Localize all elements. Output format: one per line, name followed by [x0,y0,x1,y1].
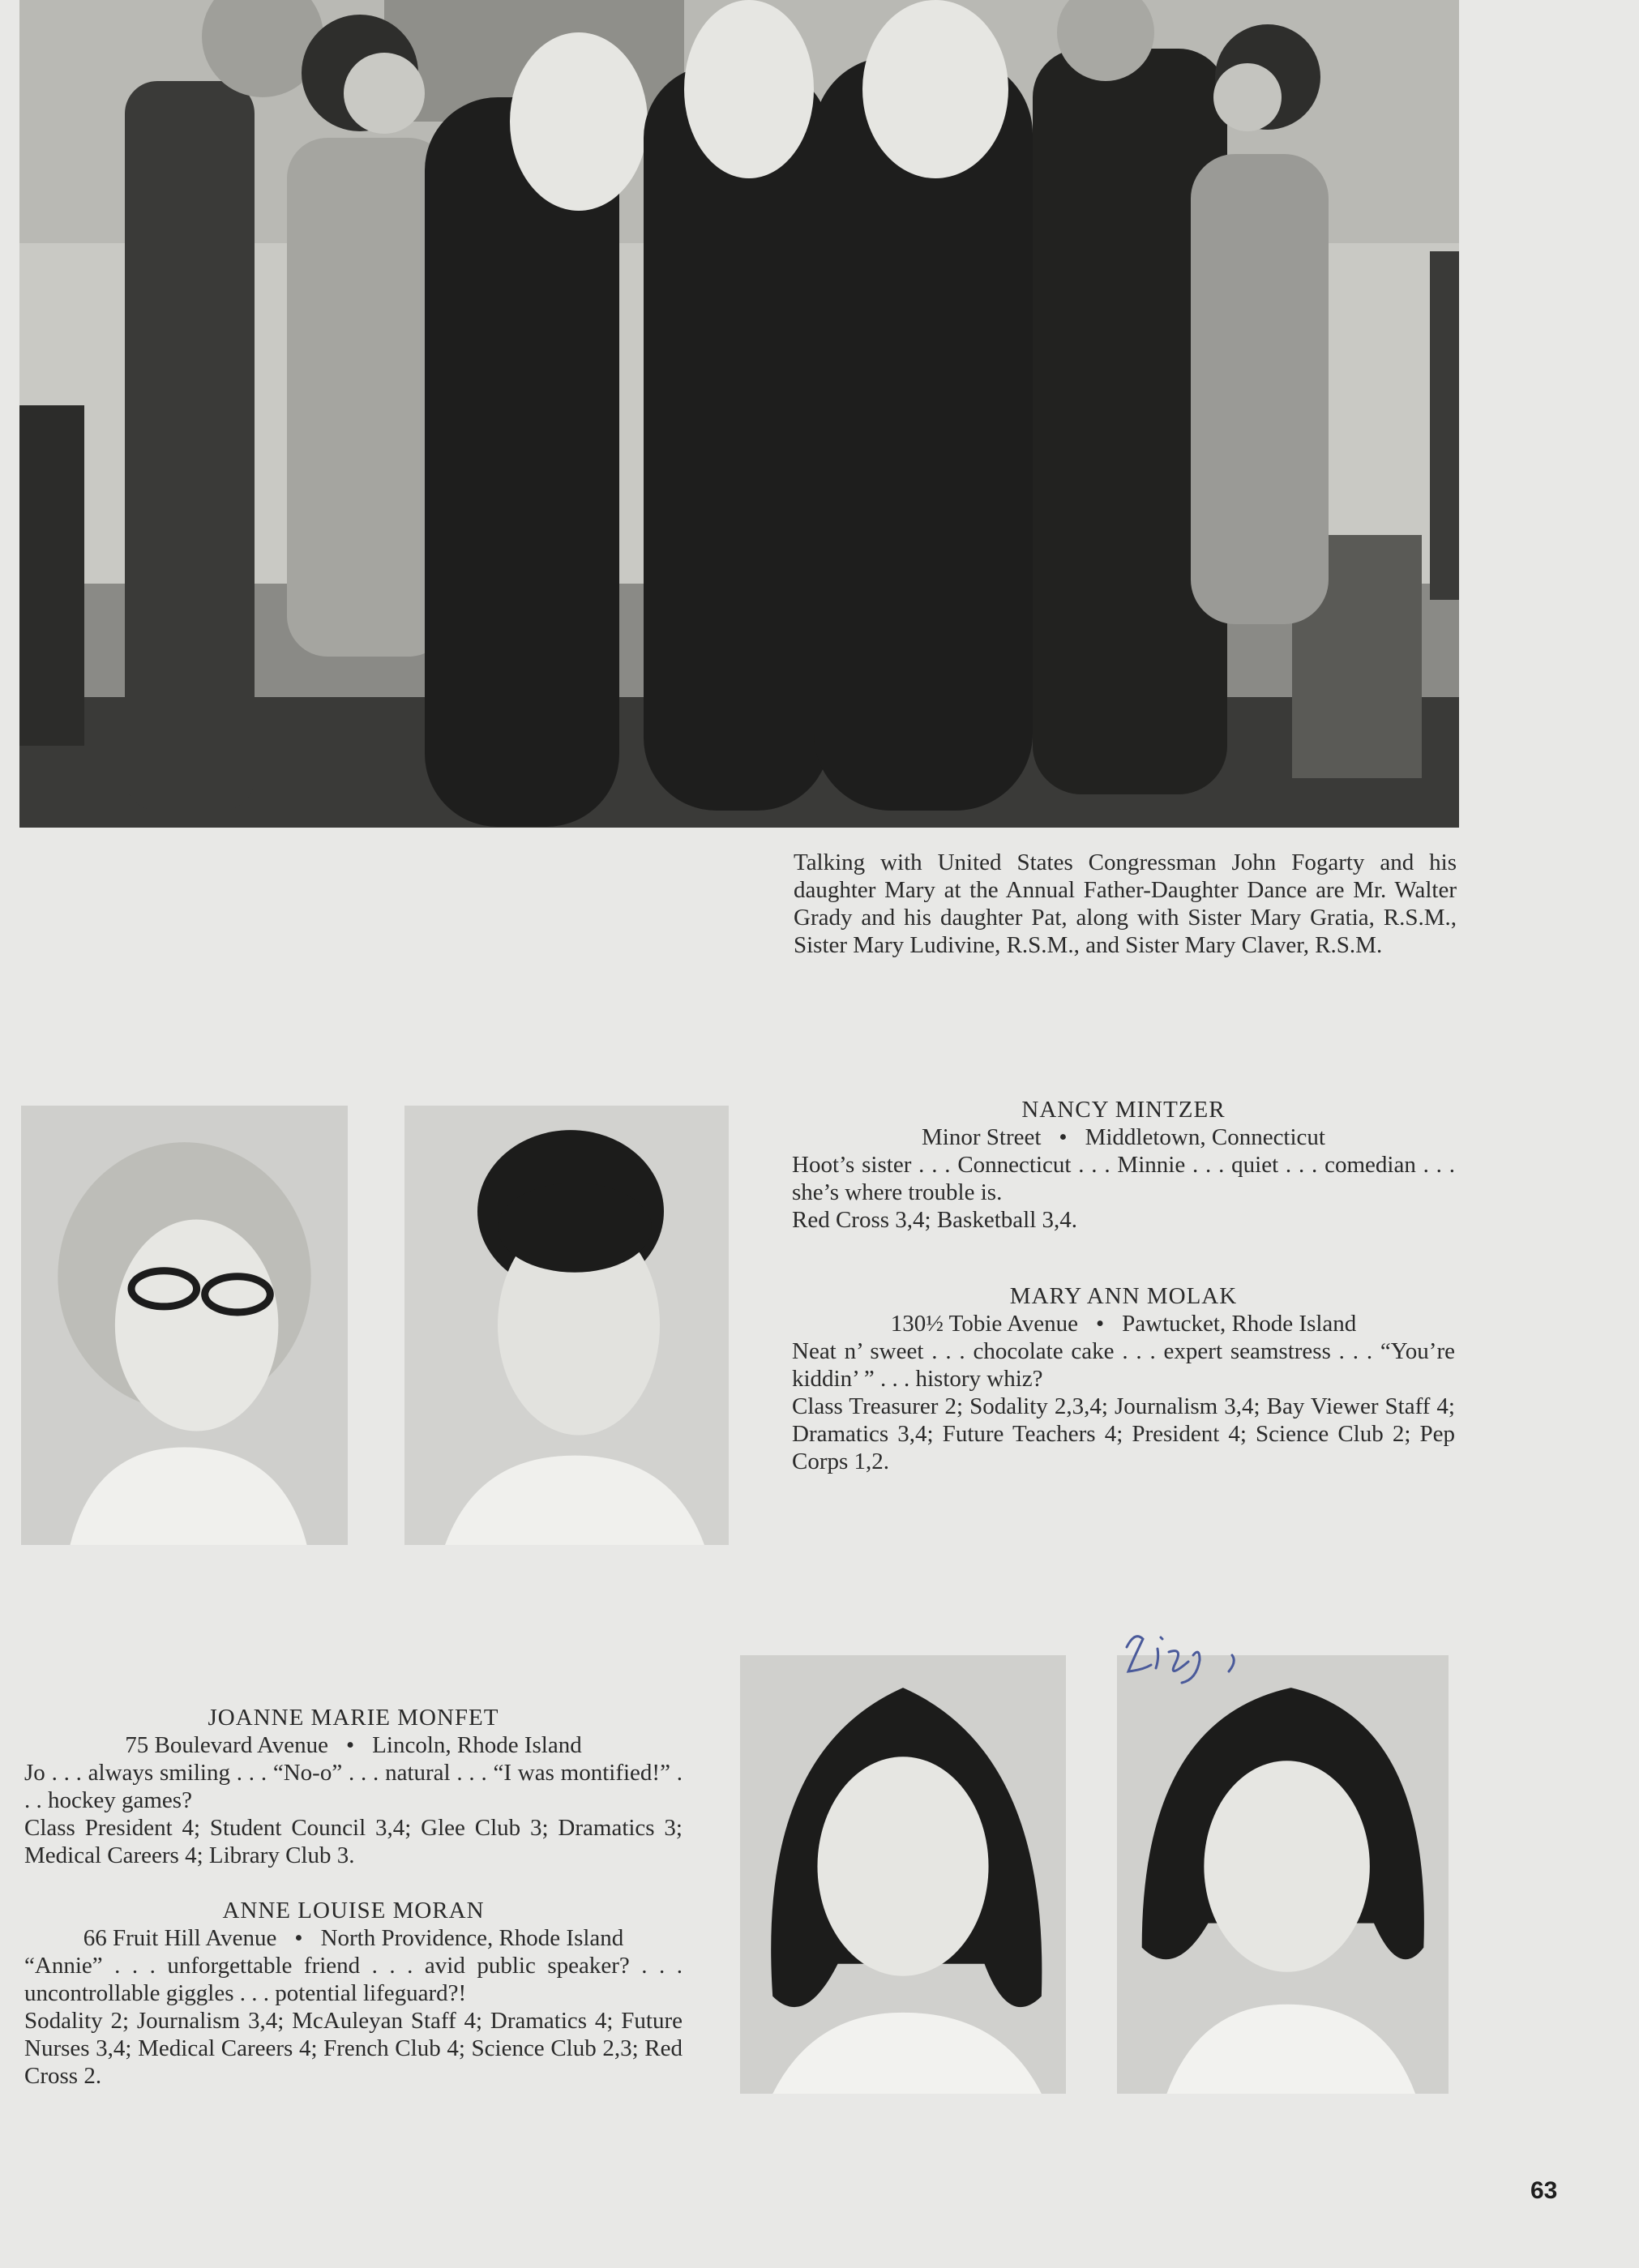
senior-name: NANCY MINTZER [1021,1097,1226,1123]
senior-entry-moran [24,1897,683,2090]
senior-address [24,1924,683,1952]
senior-name: ANNE LOUISE MORAN [222,1898,485,1924]
senior-town: North Providence, Rhode Island [320,1925,624,1951]
senior-activities: Class President 4; Student Council 3,4; Glee Club 3; Dramatics 3; Medical Careers 4; Library Club 3. [24,1815,683,1868]
senior-street: 130½ Tobie Avenue [890,1311,1078,1337]
page-number: 63 [1530,2177,1558,2204]
senior-town: Pawtucket, Rhode Island [1122,1311,1357,1337]
address-separator: • [294,1925,303,1951]
senior-bio: Jo . . . always smiling . . . “No-o” . . . natural . . . “I was montified!” . . . hockey games? [24,1760,683,1813]
senior-address [792,1123,1455,1151]
senior-entry-mintzer [792,1096,1455,1234]
senior-bio: Hoot’s sister . . . Connecticut . . . Minnie . . . quiet . . . comedian . . . she’s where trouble is. [792,1152,1455,1205]
address-separator: • [1059,1124,1068,1150]
handwritten-signature [1119,1623,1265,1688]
group-photo [19,0,1459,828]
senior-town: Middletown, Connecticut [1085,1124,1325,1150]
photo-caption: Talking with United States Congressman John Fogarty and his daughter Mary at the Annual Father-Daughter Dance are Mr. Walter Grady and his daughter Pat, along with Sister Mary Gratia, R.S.M., Sister Mary Ludivine, R.S.M., and Sister Mary Claver, R.S.M. [794,849,1457,958]
address-separator: • [346,1732,355,1758]
senior-street: 75 Boulevard Avenue [125,1732,329,1758]
senior-address [24,1731,683,1759]
senior-street: Minor Street [922,1124,1042,1150]
portrait-anne-moran [1117,1655,1449,2094]
senior-entry-molak [792,1282,1455,1475]
portrait-mary-ann-molak [404,1106,729,1545]
address-separator: • [1095,1311,1105,1337]
senior-address [792,1310,1455,1337]
senior-activities: Red Cross 3,4; Basketball 3,4. [792,1207,1078,1233]
senior-bio: “Annie” . . . unforgettable friend . . . avid public speaker? . . . uncontrollable giggles . . . potential lifeguard?! [24,1953,683,2006]
senior-name: MARY ANN MOLAK [1009,1283,1238,1309]
senior-town: Lincoln, Rhode Island [372,1732,582,1758]
senior-name: JOANNE MARIE MONFET [208,1705,499,1731]
portrait-nancy-mintzer [21,1106,348,1545]
senior-bio: Neat n’ sweet . . . chocolate cake . . . expert seamstress . . . “You’re kiddin’ ” . . . history whiz? [792,1338,1455,1392]
senior-activities: Class Treasurer 2; Sodality 2,3,4; Journalism 3,4; Bay Viewer Staff 4; Dramatics 3,4; Future Teachers 4; President 4; Science Club 2; Pep Corps 1,2. [792,1393,1455,1474]
senior-activities: Sodality 2; Journalism 3,4; McAuleyan Staff 4; Dramatics 4; Future Nurses 3,4; Medical Careers 4; French Club 4; Science Club 2,3; Red Cross 2. [24,2008,683,2089]
senior-entry-monfet [24,1704,683,1869]
portrait-joanne-monfet [740,1655,1066,2094]
senior-street: 66 Fruit Hill Avenue [83,1925,277,1951]
